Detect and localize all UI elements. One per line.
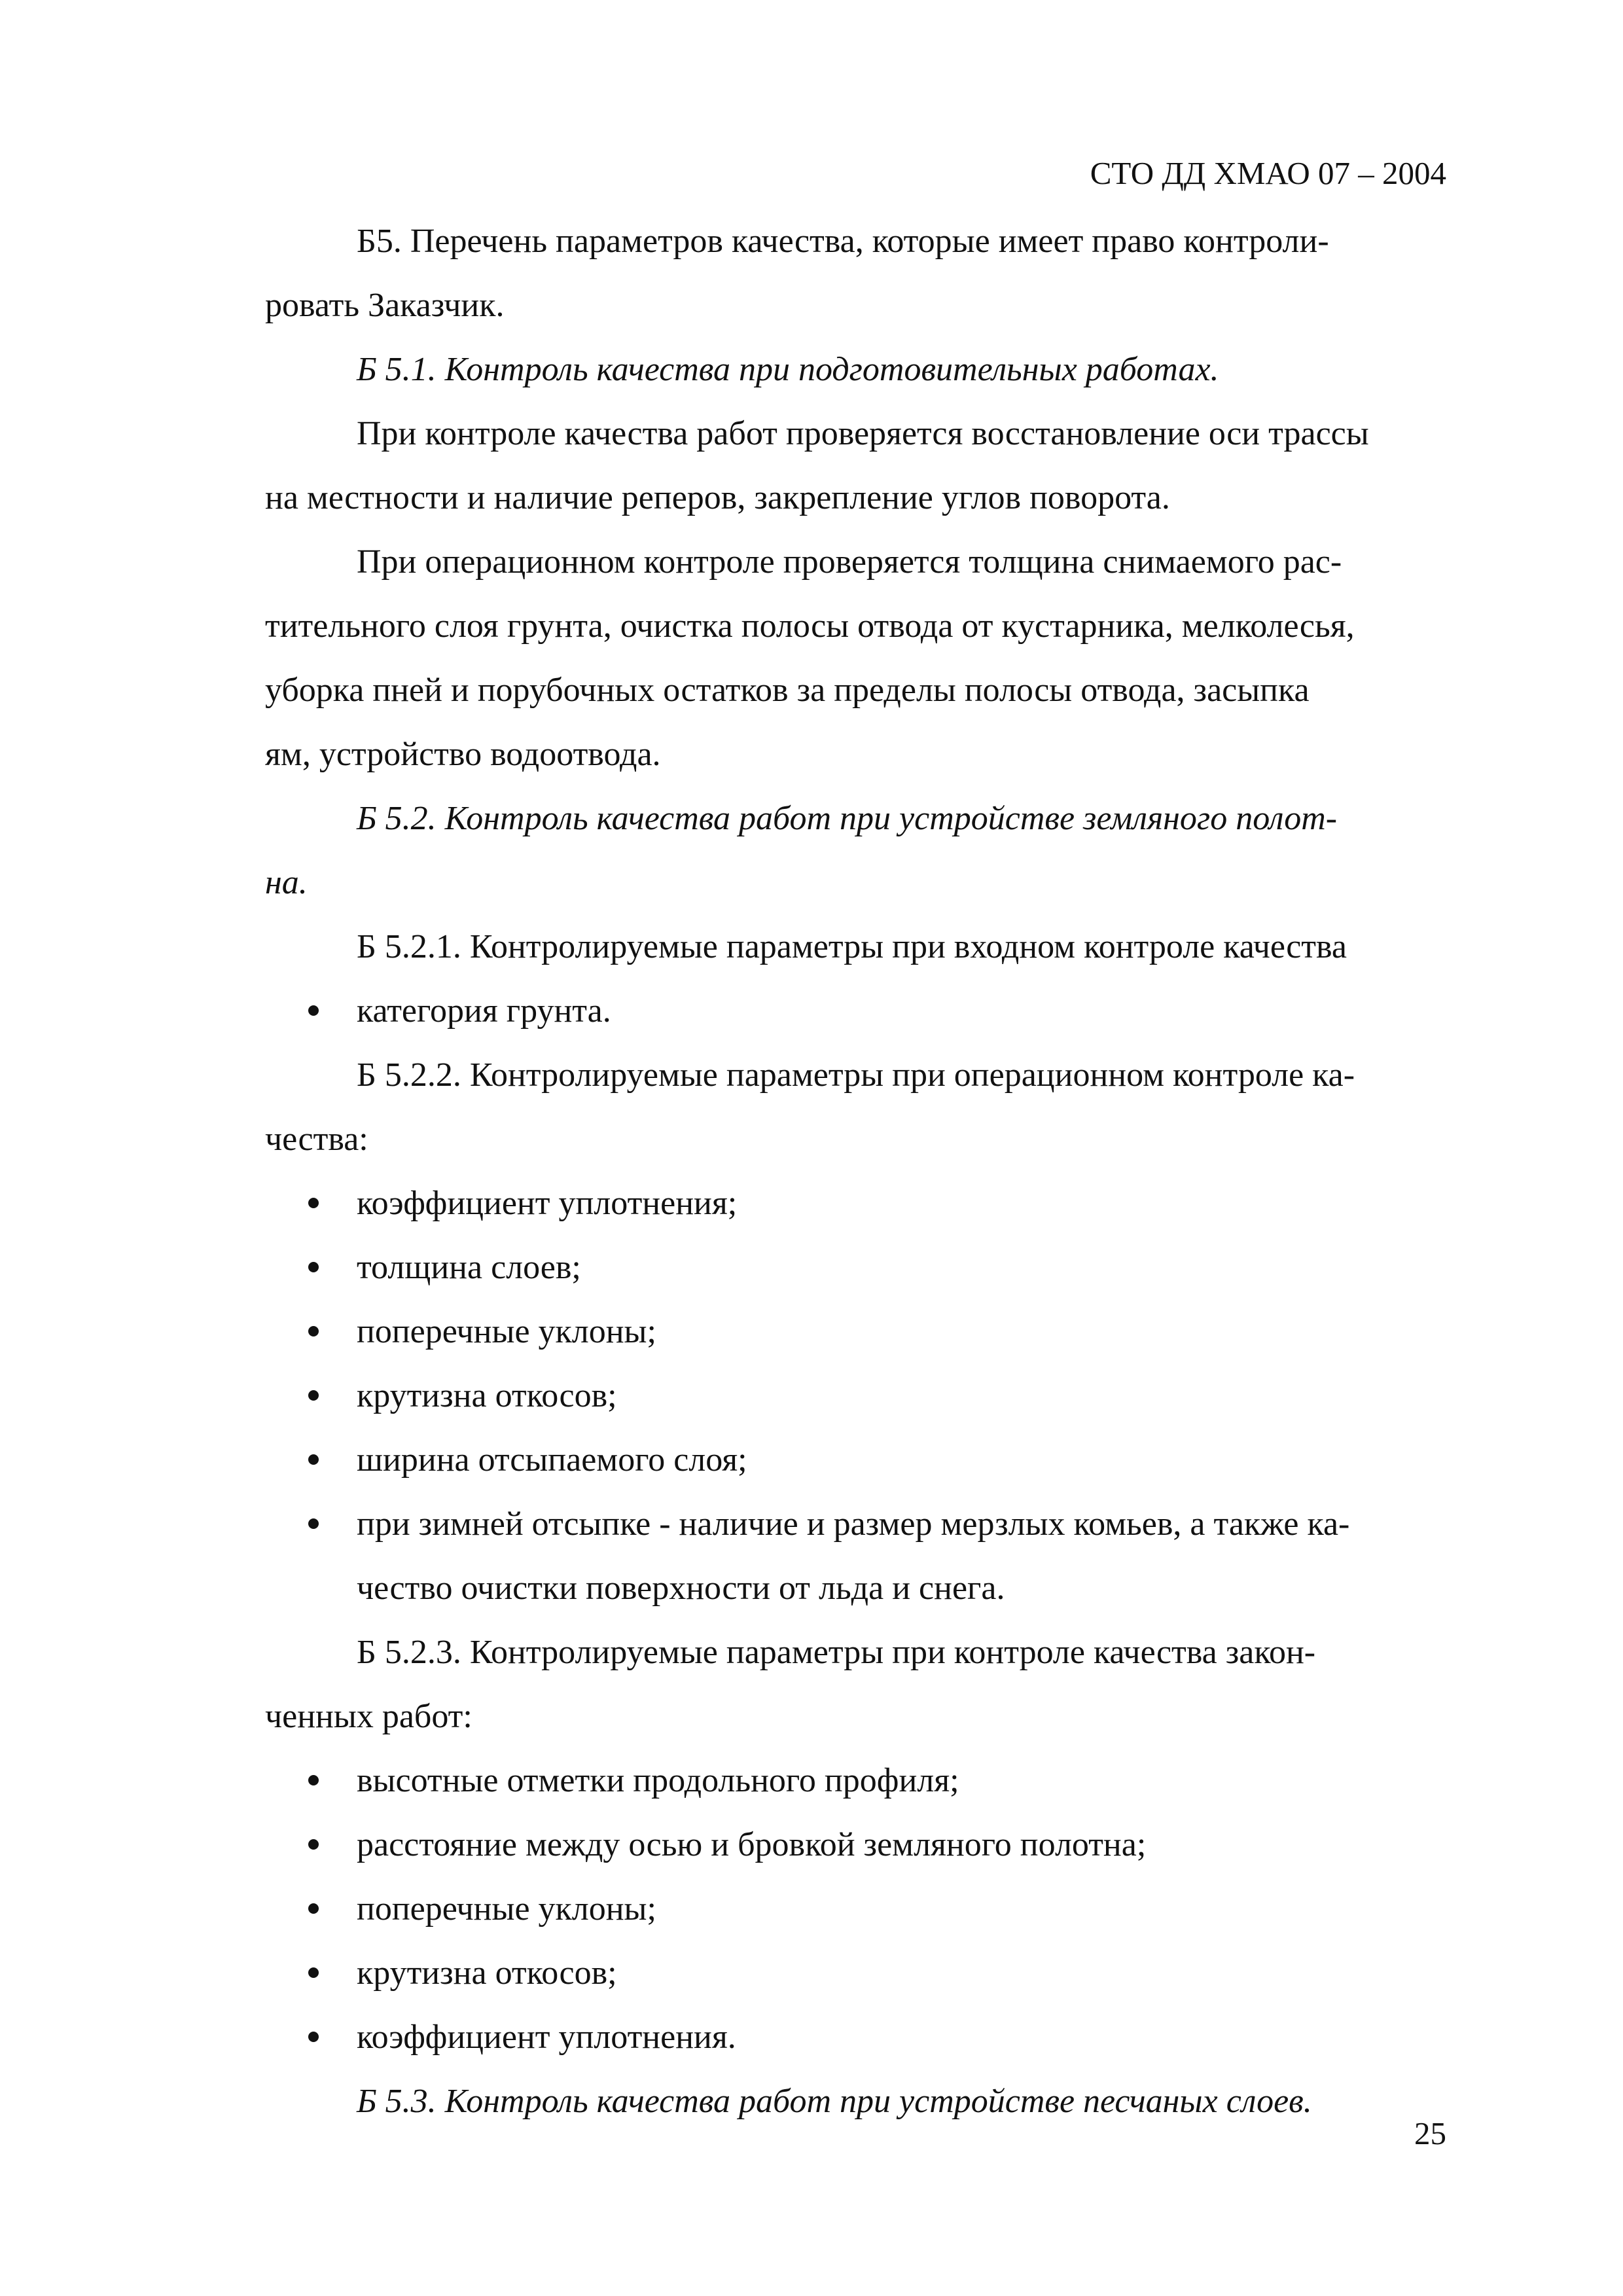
paragraph-b51-2 xyxy=(265,530,1443,787)
bullet-icon xyxy=(308,2032,319,2042)
list-item-text: коэффициент уплотнения; xyxy=(357,1185,738,1222)
paragraph-b51-1-line2: на местности и наличие реперов, закрепление углов поворота. xyxy=(265,479,1170,516)
document-body xyxy=(265,209,1443,2134)
list-item-text-line1: при зимней отсыпке - наличие и размер мерзлых комьев, а также ка- xyxy=(357,1505,1350,1543)
paragraph-b51-2-line2: тительного слоя грунта, очистка полосы отвода от кустарника, мелколесья, xyxy=(265,607,1355,645)
paragraph-b523 xyxy=(265,1621,1443,1749)
paragraph-b522-line1: Б 5.2.2. Контролируемые параметры при операционном контроле ка- xyxy=(357,1056,1355,1094)
heading-b52-line2: на. xyxy=(265,864,308,901)
heading-b52-line1: Б 5.2. Контроль качества работ при устройстве земляного полот- xyxy=(357,800,1338,837)
list-item-text: поперечные уклоны; xyxy=(357,1313,656,1350)
bullet-icon xyxy=(308,1454,319,1465)
list-item xyxy=(265,1300,1443,1364)
paragraph-b51-1-line1: При контроле качества работ проверяется восстановление оси трассы xyxy=(357,415,1369,452)
list-item xyxy=(265,1941,1443,2005)
list-item-text: крутизна откосов; xyxy=(357,1377,617,1414)
list-item xyxy=(265,1172,1443,1236)
list-item-text: ширина отсыпаемого слоя; xyxy=(357,1441,747,1479)
list-item xyxy=(265,1428,1443,1492)
paragraph-b5 xyxy=(265,209,1443,338)
bullet-icon xyxy=(308,1005,319,1016)
bullet-list-b522 xyxy=(265,1172,1443,1621)
paragraph-b51-2-line1: При операционном контроле проверяется толщина снимаемого рас- xyxy=(357,543,1342,581)
paragraph-b523-line1: Б 5.2.3. Контролируемые параметры при контроле качества закон- xyxy=(357,1634,1316,1671)
list-item xyxy=(265,2005,1443,2070)
list-item-text-line2: чество очистки поверхности от льда и снега. xyxy=(357,1570,1005,1607)
paragraph-b5-line1: Б5. Перечень параметров качества, которые имеет право контроли- xyxy=(357,223,1329,260)
list-item xyxy=(265,1492,1443,1621)
heading-b53: Б 5.3. Контроль качества работ при устройстве песчаных слоев. xyxy=(357,2083,1312,2120)
bullet-icon xyxy=(308,1967,319,1978)
bullet-icon xyxy=(308,1775,319,1785)
list-item-text: крутизна откосов; xyxy=(357,1954,617,1992)
bullet-icon xyxy=(308,1198,319,1208)
bullet-list-b521 xyxy=(265,979,1443,1043)
bullet-icon xyxy=(308,1518,319,1529)
list-item xyxy=(265,1877,1443,1941)
paragraph-b522 xyxy=(265,1043,1443,1172)
heading-b52 xyxy=(265,787,1443,915)
bullet-icon xyxy=(308,1839,319,1850)
list-item xyxy=(265,1364,1443,1428)
bullet-icon xyxy=(308,1390,319,1401)
paragraph-b522-line2: чества: xyxy=(265,1121,368,1158)
list-item xyxy=(265,1813,1443,1877)
list-item-text: коэффициент уплотнения. xyxy=(357,2018,736,2056)
list-item-text: категория грунта. xyxy=(357,992,611,1030)
heading-b51: Б 5.1. Контроль качества при подготовительных работах. xyxy=(357,351,1219,388)
paragraph-b51-1 xyxy=(265,402,1443,530)
list-item-text: расстояние между осью и бровкой земляного полотна; xyxy=(357,1826,1147,1863)
bullet-icon xyxy=(308,1903,319,1914)
list-item-text: толщина слоев; xyxy=(357,1249,581,1286)
bullet-icon xyxy=(308,1326,319,1336)
paragraph-b523-line2: ченных работ: xyxy=(265,1698,473,1735)
list-item xyxy=(265,1236,1443,1300)
page-number: 25 xyxy=(1414,2115,1446,2151)
bullet-icon xyxy=(308,1262,319,1272)
paragraph-b51-2-line4: ям, устройство водоотвода. xyxy=(265,736,661,773)
paragraph-b521: Б 5.2.1. Контролируемые параметры при входном контроле качества xyxy=(357,928,1347,965)
bullet-list-b523 xyxy=(265,1749,1443,2070)
list-item-text: поперечные уклоны; xyxy=(357,1890,656,1928)
document-header-code: СТО ДД ХМАО 07 – 2004 xyxy=(1090,155,1446,191)
list-item-text: высотные отметки продольного профиля; xyxy=(357,1762,959,1799)
paragraph-b51-2-line3: уборка пней и порубочных остатков за пределы полосы отвода, засыпка xyxy=(265,672,1310,709)
list-item xyxy=(265,979,1443,1043)
list-item xyxy=(265,1749,1443,1813)
paragraph-b5-line2: ровать Заказчик. xyxy=(265,287,505,324)
